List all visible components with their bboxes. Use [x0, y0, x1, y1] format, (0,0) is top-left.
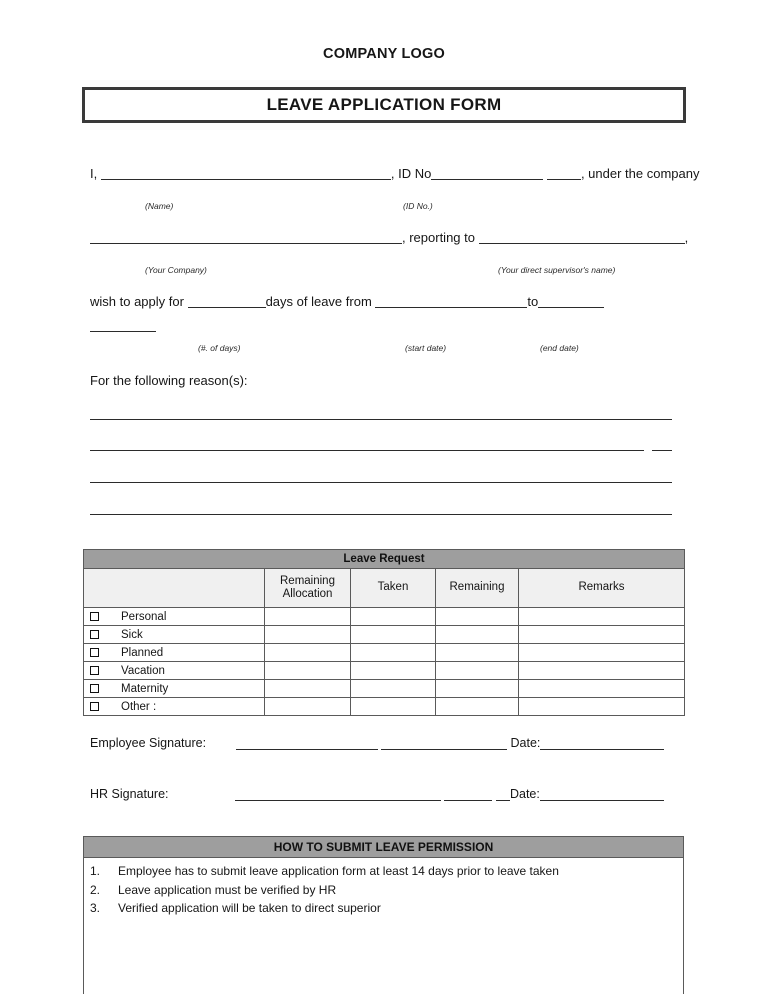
employee-signature-blank-2[interactable] — [290, 736, 378, 750]
checkbox-personal[interactable] — [90, 612, 99, 621]
cell-taken[interactable] — [351, 608, 436, 626]
company-supervisor-line — [90, 230, 688, 244]
leave-request-table — [83, 549, 685, 716]
company-blank[interactable] — [90, 230, 402, 244]
header-remarks: Remarks — [519, 569, 685, 608]
table-row — [84, 680, 685, 698]
table-row — [84, 608, 685, 626]
header-remaining-allocation-l2: Allocation — [282, 588, 333, 600]
leave-duration-line-wrap — [90, 318, 156, 332]
list-item-number: 2. — [90, 882, 101, 897]
cell-taken[interactable] — [351, 626, 436, 644]
cell-remaining[interactable] — [436, 608, 519, 626]
leave-type-cell-other[interactable] — [84, 698, 265, 716]
cell-taken[interactable] — [351, 662, 436, 680]
checkbox-other[interactable] — [90, 702, 99, 711]
cell-remarks[interactable] — [519, 644, 685, 662]
hr-date-label: Date: — [509, 787, 540, 801]
checkbox-vacation[interactable] — [90, 666, 99, 675]
applicant-line — [90, 166, 699, 180]
caption-end-date: (end date) — [540, 343, 579, 353]
cell-remarks[interactable] — [519, 680, 685, 698]
caption-name: (Name) — [145, 201, 174, 211]
hr-signature-row — [90, 787, 664, 801]
cell-remarks[interactable] — [519, 698, 685, 716]
list-item-text: Verified application will be taken to direct superior — [118, 901, 381, 916]
header-remaining-allocation-l1: Remaining — [280, 574, 335, 587]
caption-your-company: (Your Company) — [145, 265, 207, 275]
leave-type-label: Planned — [121, 646, 164, 659]
cell-remaining-allocation[interactable] — [265, 608, 351, 626]
supervisor-comma: , — [684, 230, 689, 245]
leave-type-cell-sick[interactable] — [84, 626, 265, 644]
hr-signature-blank-1[interactable] — [235, 787, 295, 801]
cell-remarks[interactable] — [519, 662, 685, 680]
cell-remaining-allocation[interactable] — [265, 626, 351, 644]
cell-remarks[interactable] — [519, 626, 685, 644]
to-label: to — [527, 294, 539, 309]
hr-signature-blank-3[interactable] — [444, 787, 492, 801]
cell-remaining-allocation[interactable] — [265, 698, 351, 716]
list-item — [84, 862, 683, 881]
reason-line-2[interactable] — [90, 450, 644, 451]
hr-signature-blank-4[interactable] — [496, 787, 510, 801]
table-header-row — [84, 569, 685, 608]
start-date-blank-extra[interactable] — [481, 294, 527, 308]
hr-signature-label: HR Signature: — [90, 787, 169, 801]
list-item — [84, 899, 683, 918]
header-remaining-allocation — [265, 569, 351, 608]
header-blank-cell — [84, 569, 265, 608]
end-date-blank-wrap[interactable] — [90, 318, 156, 332]
cell-remaining[interactable] — [436, 662, 519, 680]
reason-line-1[interactable] — [90, 419, 672, 420]
days-blank[interactable] — [188, 294, 266, 308]
supervisor-blank-3[interactable] — [597, 230, 685, 244]
cell-taken[interactable] — [351, 698, 436, 716]
how-to-submit-title: HOW TO SUBMIT LEAVE PERMISSION — [84, 837, 683, 858]
supervisor-blank-1[interactable] — [479, 230, 523, 244]
leave-request-title: Leave Request — [84, 550, 685, 569]
leave-type-label: Vacation — [121, 664, 165, 677]
id-no-blank[interactable] — [431, 166, 543, 180]
list-item-text: Leave application must be verified by HR — [118, 882, 337, 897]
reason-heading: For the following reason(s): — [90, 373, 248, 388]
form-title-box — [82, 87, 686, 123]
table-row — [84, 644, 685, 662]
hr-signature-blank-2[interactable] — [295, 787, 441, 801]
employee-signature-row — [90, 736, 664, 750]
days-of-leave-label: days of leave from — [265, 294, 372, 309]
employee-signature-blank-1[interactable] — [236, 736, 290, 750]
table-row — [84, 698, 685, 716]
header-taken: Taken — [351, 569, 436, 608]
list-item-text: Employee has to submit leave application form at least 14 days prior to leave taken — [118, 864, 559, 878]
cell-remaining-allocation[interactable] — [265, 680, 351, 698]
name-blank[interactable] — [101, 166, 391, 180]
caption-id-no: (ID No.) — [403, 201, 433, 211]
cell-remarks[interactable] — [519, 608, 685, 626]
cell-taken[interactable] — [351, 680, 436, 698]
cell-remaining[interactable] — [436, 644, 519, 662]
table-row — [84, 662, 685, 680]
employee-date-label: Date: — [510, 736, 541, 750]
list-item — [84, 881, 683, 900]
id-no-blank-extra[interactable] — [547, 166, 581, 180]
reason-line-4[interactable] — [90, 514, 672, 515]
leave-type-label: Personal — [121, 610, 167, 623]
leave-type-cell-personal[interactable] — [84, 608, 265, 626]
checkbox-maternity[interactable] — [90, 684, 99, 693]
company-logo-heading: COMPANY LOGO — [323, 46, 445, 62]
cell-taken[interactable] — [351, 644, 436, 662]
start-date-blank[interactable] — [375, 294, 481, 308]
reason-line-3[interactable] — [90, 482, 672, 483]
leave-type-label: Other : — [121, 700, 157, 713]
employee-signature-blank-3[interactable] — [381, 736, 507, 750]
leave-request-title-row — [84, 550, 685, 569]
reporting-to-label: , reporting to — [402, 230, 475, 245]
checkbox-planned[interactable] — [90, 648, 99, 657]
leave-type-cell-maternity[interactable] — [84, 680, 265, 698]
under-company-label: , under the company — [580, 166, 700, 181]
cell-remaining[interactable] — [436, 626, 519, 644]
wish-to-apply-label: wish to apply for — [90, 294, 184, 309]
end-date-blank[interactable] — [538, 294, 604, 308]
leave-type-label: Maternity — [121, 682, 169, 695]
header-remaining: Remaining — [436, 569, 519, 608]
hr-date-blank[interactable] — [540, 787, 664, 801]
how-to-submit-list — [84, 858, 683, 918]
employee-date-blank[interactable] — [540, 736, 664, 750]
how-to-submit-box — [83, 836, 684, 994]
caption-supervisor: (Your direct supervisor's name) — [498, 265, 616, 275]
employee-signature-label: Employee Signature: — [90, 736, 207, 750]
cell-remaining-allocation[interactable] — [265, 644, 351, 662]
list-item-number: 3. — [90, 901, 101, 916]
checkbox-sick[interactable] — [90, 630, 99, 639]
i-prefix-label: I, — [90, 166, 98, 181]
cell-remaining[interactable] — [436, 698, 519, 716]
caption-num-days: (#. of days) — [198, 343, 241, 353]
caption-start-date: (start date) — [405, 343, 447, 353]
leave-duration-line — [90, 294, 604, 308]
leave-type-cell-vacation[interactable] — [84, 662, 265, 680]
list-item-number: 1. — [90, 864, 101, 878]
cell-remaining-allocation[interactable] — [265, 662, 351, 680]
reason-line-2-tail[interactable] — [652, 450, 672, 451]
id-no-label: , ID No — [390, 166, 432, 181]
cell-remaining[interactable] — [436, 680, 519, 698]
leave-type-label: Sick — [121, 628, 143, 641]
supervisor-blank-2[interactable] — [523, 230, 597, 244]
page-title: LEAVE APPLICATION FORM — [266, 95, 502, 114]
leave-type-cell-planned[interactable] — [84, 644, 265, 662]
table-row — [84, 626, 685, 644]
